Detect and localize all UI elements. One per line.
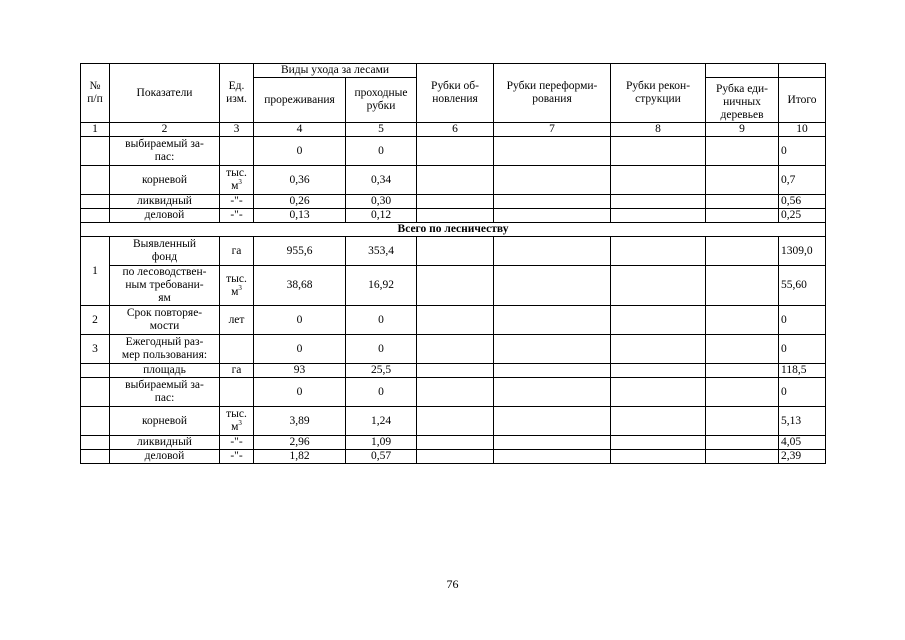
colnum-cell: 3	[220, 123, 254, 137]
unit-cell	[220, 378, 254, 407]
single-cell	[706, 407, 779, 436]
colnum-cell: 9	[706, 123, 779, 137]
reconstruction-cell	[611, 335, 706, 364]
unit-superscript: 3	[238, 419, 242, 428]
single-cell	[706, 266, 779, 306]
reconstruction-cell	[611, 436, 706, 450]
thinning-cell: 955,6	[254, 237, 346, 266]
num-cell	[81, 378, 110, 407]
passage-cell: 353,4	[346, 237, 417, 266]
table-row	[81, 450, 826, 464]
thinning-cell: 3,89	[254, 407, 346, 436]
column-numbers-row	[81, 123, 826, 137]
unit-cell	[220, 266, 254, 306]
header-reconstruction: Рубки рекон- струкции	[611, 64, 706, 123]
colnum-cell: 2	[110, 123, 220, 137]
indicator-cell: деловой	[110, 209, 220, 223]
total-cell: 0,56	[779, 195, 826, 209]
total-cell: 4,05	[779, 436, 826, 450]
renewal-cell	[417, 335, 494, 364]
table-row	[81, 237, 826, 266]
table-row	[81, 137, 826, 166]
unit-cell	[220, 137, 254, 166]
passage-cell: 0	[346, 137, 417, 166]
thinning-cell: 93	[254, 364, 346, 378]
num-cell: 1	[81, 237, 110, 306]
unit-superscript: 3	[238, 283, 242, 292]
total-cell: 55,60	[779, 266, 826, 306]
reconstruction-cell	[611, 407, 706, 436]
reconstruction-cell	[611, 195, 706, 209]
header-single: Рубка еди- ничных деревьев	[706, 78, 779, 123]
single-cell	[706, 335, 779, 364]
colnum-cell: 10	[779, 123, 826, 137]
indicator-cell: Срок повторяе- мости	[110, 306, 220, 335]
reform-cell	[494, 195, 611, 209]
thinning-cell: 0	[254, 378, 346, 407]
num-cell: 3	[81, 335, 110, 364]
unit-text: -"-	[230, 450, 243, 462]
header-reform: Рубки переформи- рования	[494, 64, 611, 123]
passage-cell: 0,12	[346, 209, 417, 223]
reform-cell	[494, 436, 611, 450]
num-cell	[81, 137, 110, 166]
renewal-cell	[417, 237, 494, 266]
reform-cell	[494, 407, 611, 436]
renewal-cell	[417, 195, 494, 209]
indicator-cell: ликвидный	[110, 436, 220, 450]
total-cell: 0,7	[779, 166, 826, 195]
single-cell	[706, 306, 779, 335]
num-cell	[81, 209, 110, 223]
num-cell	[81, 195, 110, 209]
passage-cell: 0	[346, 306, 417, 335]
unit-cell	[220, 436, 254, 450]
unit-cell	[220, 407, 254, 436]
single-cell	[706, 166, 779, 195]
total-cell: 0	[779, 378, 826, 407]
colnum-cell: 5	[346, 123, 417, 137]
num-cell	[81, 450, 110, 464]
unit-text: тыс. м	[226, 272, 247, 298]
header-passage: проходные рубки	[346, 78, 417, 123]
header-num: № п/п	[81, 64, 110, 123]
passage-cell: 1,09	[346, 436, 417, 450]
unit-text: тыс. м	[226, 408, 247, 433]
single-cell	[706, 450, 779, 464]
colnum-cell: 6	[417, 123, 494, 137]
reform-cell	[494, 335, 611, 364]
reform-cell	[494, 237, 611, 266]
renewal-cell	[417, 450, 494, 464]
reform-cell	[494, 266, 611, 306]
total-cell: 0	[779, 335, 826, 364]
renewal-cell	[417, 364, 494, 378]
indicator-cell: ликвидный	[110, 195, 220, 209]
thinning-cell: 0	[254, 306, 346, 335]
total-cell: 1309,0	[779, 237, 826, 266]
reform-cell	[494, 166, 611, 195]
header-thinning: прореживания	[254, 78, 346, 123]
table-row	[81, 378, 826, 407]
reform-cell	[494, 306, 611, 335]
page-number: 76	[446, 577, 459, 591]
reconstruction-cell	[611, 137, 706, 166]
unit-text: -"-	[230, 209, 243, 221]
passage-cell: 0,57	[346, 450, 417, 464]
indicator-cell: выбираемый за- пас:	[110, 137, 220, 166]
num-cell	[81, 436, 110, 450]
colnum-cell: 4	[254, 123, 346, 137]
reform-cell	[494, 378, 611, 407]
unit-cell	[220, 450, 254, 464]
table-row	[81, 166, 826, 195]
thinning-cell: 0,36	[254, 166, 346, 195]
renewal-cell	[417, 137, 494, 166]
indicator-cell: Выявленный фонд	[110, 237, 220, 266]
reconstruction-cell	[611, 364, 706, 378]
indicator-cell: Ежегодный раз- мер пользования:	[110, 335, 220, 364]
reconstruction-cell	[611, 166, 706, 195]
header-total-top	[779, 64, 826, 78]
num-cell	[81, 166, 110, 195]
renewal-cell	[417, 166, 494, 195]
unit-cell	[220, 195, 254, 209]
header-renewal: Рубки об- новления	[417, 64, 494, 123]
passage-cell: 16,92	[346, 266, 417, 306]
renewal-cell	[417, 407, 494, 436]
thinning-cell: 0	[254, 137, 346, 166]
reconstruction-cell	[611, 450, 706, 464]
thinning-cell: 2,96	[254, 436, 346, 450]
colnum-cell: 1	[81, 123, 110, 137]
table-row	[81, 306, 826, 335]
total-cell: 5,13	[779, 407, 826, 436]
reconstruction-cell	[611, 306, 706, 335]
thinning-cell: 0,26	[254, 195, 346, 209]
unit-text: га	[231, 244, 242, 257]
total-cell: 0,25	[779, 209, 826, 223]
unit-cell	[220, 335, 254, 364]
reform-cell	[494, 364, 611, 378]
unit-cell	[220, 166, 254, 195]
reconstruction-cell	[611, 237, 706, 266]
num-cell	[81, 364, 110, 378]
passage-cell: 1,24	[346, 407, 417, 436]
unit-cell	[220, 237, 254, 266]
single-cell	[706, 436, 779, 450]
table-row	[81, 364, 826, 378]
renewal-cell	[417, 209, 494, 223]
thinning-cell: 0,13	[254, 209, 346, 223]
reconstruction-cell	[611, 266, 706, 306]
indicator-cell: выбираемый за- пас:	[110, 378, 220, 407]
unit-cell	[220, 364, 254, 378]
unit-cell	[220, 306, 254, 335]
reform-cell	[494, 137, 611, 166]
thinning-cell: 0	[254, 335, 346, 364]
unit-cell	[220, 209, 254, 223]
reconstruction-cell	[611, 378, 706, 407]
table-row	[81, 209, 826, 223]
colnum-cell: 7	[494, 123, 611, 137]
num-cell: 2	[81, 306, 110, 335]
table-row	[81, 407, 826, 436]
single-cell	[706, 378, 779, 407]
unit-text: тыс. м	[226, 167, 247, 192]
unit-superscript: 3	[238, 178, 242, 187]
passage-cell: 0,34	[346, 166, 417, 195]
unit-text: -"-	[230, 436, 243, 448]
header-total: Итого	[779, 78, 826, 123]
passage-cell: 0,30	[346, 195, 417, 209]
renewal-cell	[417, 436, 494, 450]
section-title: Всего по лесничеству	[81, 223, 826, 237]
table-row	[81, 195, 826, 209]
passage-cell: 25,5	[346, 364, 417, 378]
total-cell: 0	[779, 137, 826, 166]
unit-text: -"-	[230, 195, 243, 207]
reform-cell	[494, 450, 611, 464]
indicator-cell: площадь	[110, 364, 220, 378]
section-row	[81, 223, 826, 237]
single-cell	[706, 209, 779, 223]
single-cell	[706, 137, 779, 166]
table-row	[81, 335, 826, 364]
forest-care-table	[80, 63, 826, 464]
reform-cell	[494, 209, 611, 223]
header-care-group: Виды ухода за лесами	[254, 64, 417, 78]
indicator-cell: корневой	[110, 407, 220, 436]
reconstruction-cell	[611, 209, 706, 223]
renewal-cell	[417, 378, 494, 407]
thinning-cell: 38,68	[254, 266, 346, 306]
renewal-cell	[417, 266, 494, 306]
indicator-cell: по лесоводствен- ным требовани- ям	[110, 266, 220, 306]
header-single-top	[706, 64, 779, 78]
table-row	[81, 266, 826, 306]
header-unit: Ед. изм.	[220, 64, 254, 123]
indicator-cell: деловой	[110, 450, 220, 464]
single-cell	[706, 195, 779, 209]
colnum-cell: 8	[611, 123, 706, 137]
unit-text: га	[231, 364, 242, 376]
passage-cell: 0	[346, 378, 417, 407]
single-cell	[706, 364, 779, 378]
total-cell: 2,39	[779, 450, 826, 464]
indicator-cell: корневой	[110, 166, 220, 195]
single-cell	[706, 237, 779, 266]
total-cell: 0	[779, 306, 826, 335]
renewal-cell	[417, 306, 494, 335]
total-cell: 118,5	[779, 364, 826, 378]
passage-cell: 0	[346, 335, 417, 364]
unit-text: лет	[228, 313, 245, 326]
table-row	[81, 436, 826, 450]
header-indicator: Показатели	[110, 64, 220, 123]
thinning-cell: 1,82	[254, 450, 346, 464]
header-row-1	[81, 64, 826, 78]
num-cell	[81, 407, 110, 436]
